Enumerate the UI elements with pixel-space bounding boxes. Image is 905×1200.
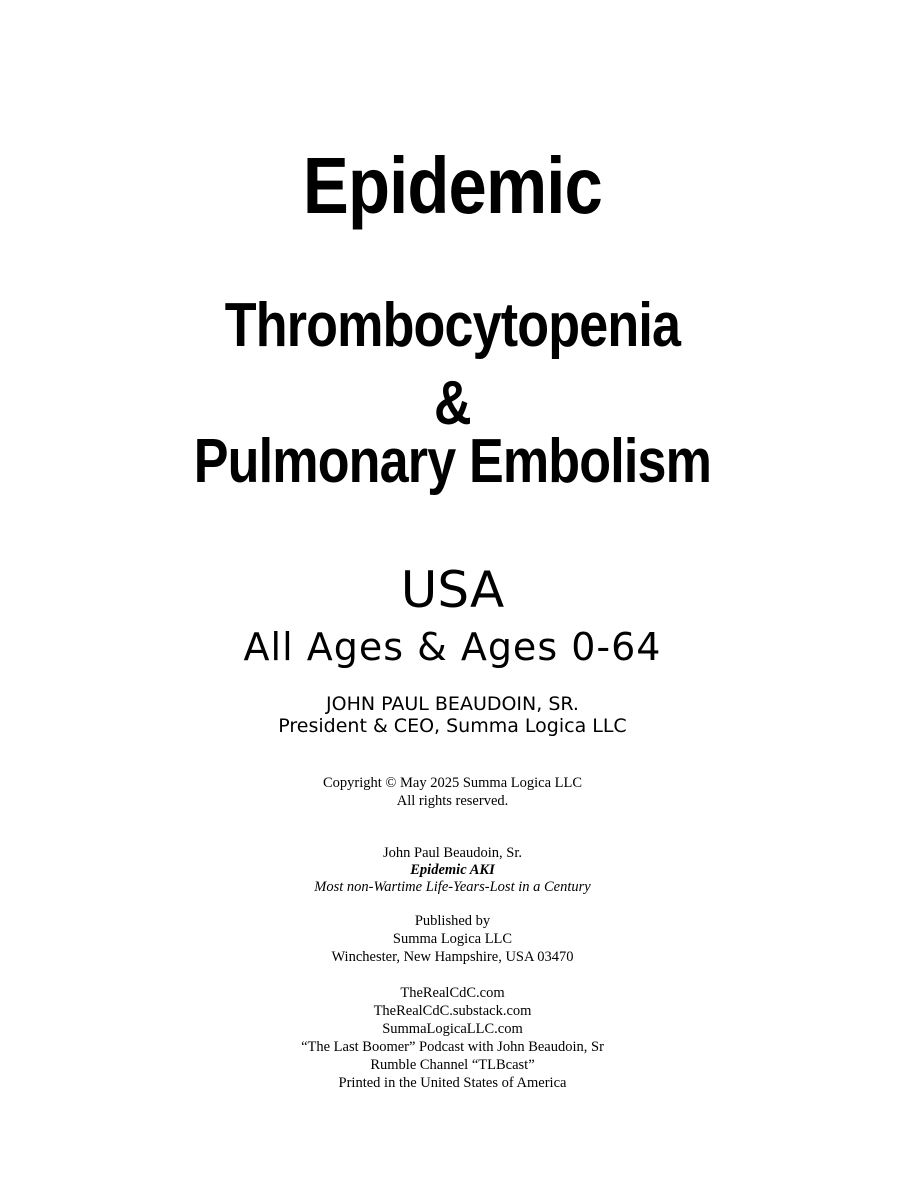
link-website[interactable]: TheRealCdC.com (400, 985, 505, 1001)
link-company-site[interactable]: SummaLogicaLLC.com (382, 1021, 523, 1037)
other-work-author: John Paul Beaudoin, Sr. (383, 845, 522, 861)
book-title: Epidemic (302, 141, 602, 230)
other-work-subtitle: Most non-Wartime Life-Years-Lost in a Century (314, 879, 591, 895)
published-by-label: Published by (414, 913, 491, 929)
region-heading: USA (400, 561, 505, 619)
link-substack[interactable]: TheRealCdC.substack.com (373, 1003, 532, 1019)
other-work-title: Epidemic AKI (410, 862, 495, 878)
podcast-line: “The Last Boomer” Podcast with John Beaudoin, Sr (301, 1039, 604, 1055)
publisher-address: Winchester, New Hampshire, USA 03470 (331, 949, 574, 965)
subtitle-line-3: Pulmonary Embolism (193, 427, 712, 496)
rights-line: All rights reserved. (396, 793, 509, 809)
publisher-name: Summa Logica LLC (392, 931, 513, 947)
subtitle-ampersand: & (434, 369, 471, 438)
author-name: JOHN PAUL BEAUDOIN, SR. (326, 693, 579, 715)
rumble-channel-line: Rumble Channel “TLBcast” (370, 1057, 535, 1073)
ages-heading: All Ages & Ages 0-64 (243, 625, 662, 669)
author-role: President & CEO, Summa Logica LLC (278, 715, 627, 737)
printed-in-line: Printed in the United States of America (338, 1075, 567, 1091)
copyright-line: Copyright © May 2025 Summa Logica LLC (322, 775, 583, 791)
subtitle-line-1: Thrombocytopenia (224, 291, 681, 360)
